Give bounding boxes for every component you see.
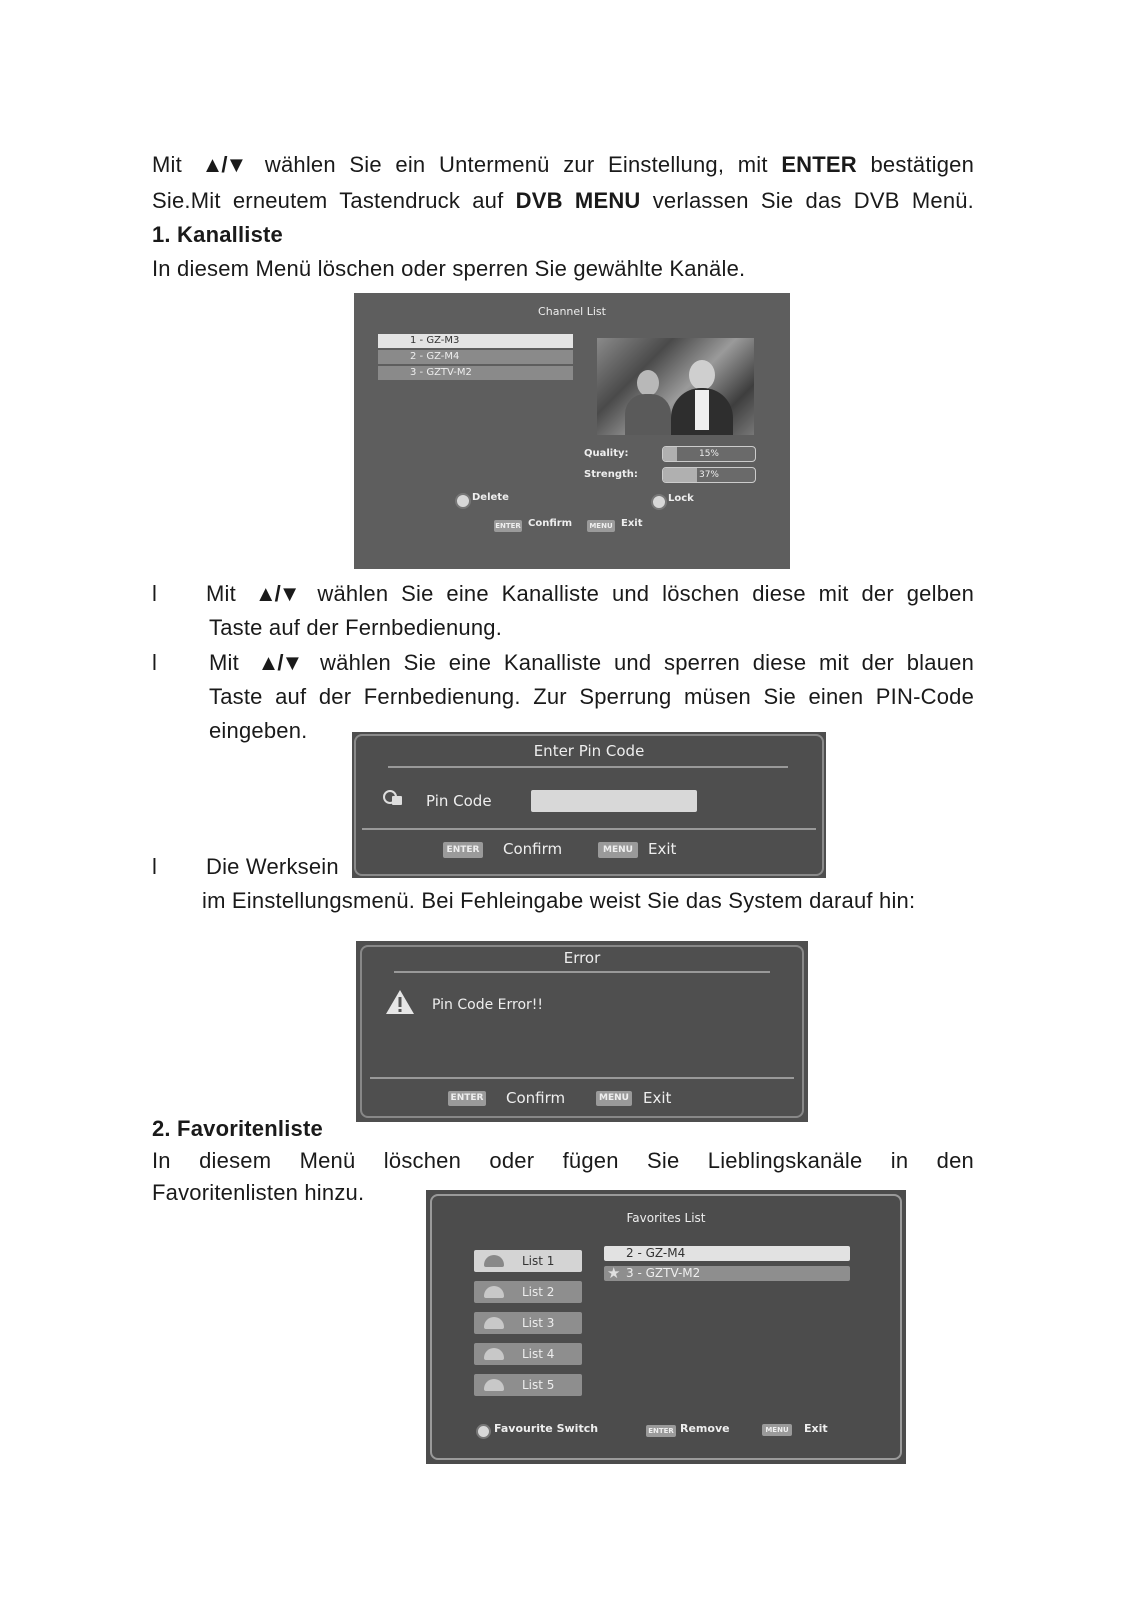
exit-label: Exit (643, 1089, 672, 1107)
channel-list-title: Channel List (538, 305, 606, 318)
star-icon: ★ (607, 1264, 621, 1282)
channel-item[interactable]: 3 - GZTV-M2 (378, 366, 573, 380)
bullet-1-line-2: Taste auf der Fernbedienung. (209, 615, 503, 640)
list-label: List 5 (522, 1378, 555, 1392)
bullet-3-line-1: Die Werksein (206, 854, 339, 879)
strength-bar (662, 467, 756, 483)
favorites-list-item[interactable] (474, 1343, 582, 1365)
folder-icon (484, 1286, 504, 1298)
folder-icon (484, 1379, 504, 1391)
favorites-list-item[interactable] (474, 1374, 582, 1396)
folder-icon (484, 1317, 504, 1329)
section-2-line-1: In diesem Menü löschen oder fügen Sie Lieblingskanäle in den (152, 1148, 974, 1173)
lock-label[interactable]: Lock (668, 493, 694, 504)
bullet-text: Mit (206, 581, 236, 606)
warning-icon (384, 988, 416, 1016)
dvb-menu-keyword: DVB MENU (515, 188, 641, 213)
menu-key-icon: MENU (598, 842, 638, 858)
favorite-channel[interactable] (604, 1266, 850, 1281)
intro-line-1 (152, 148, 974, 182)
bullet-2-line-1 (209, 646, 974, 680)
enter-key-icon: ENTER (448, 1091, 486, 1106)
pin-code-label: Pin Code (426, 792, 492, 810)
exit-label: Exit (648, 840, 677, 858)
favorites-title: Favorites List (626, 1211, 706, 1225)
divider (388, 766, 788, 768)
error-message: Pin Code Error!! (432, 997, 543, 1013)
favorites-list-item-selected[interactable] (474, 1250, 582, 1272)
list-label: List 3 (522, 1316, 555, 1330)
intro-text: Sie.Mit erneutem Tastendruck auf (152, 188, 504, 213)
channel-label: 2 - GZ-M4 (626, 1246, 686, 1260)
intro-line-2 (152, 184, 974, 218)
section-1-heading: 1. Kanalliste (152, 222, 283, 247)
up-down-arrows-icon: ▲/▼ (254, 581, 299, 606)
favorites-list-screenshot (426, 1190, 906, 1464)
intro-text: Mit (152, 152, 182, 177)
bullet-3-line-2: im Einstellungsmenü. Bei Fehleingabe weist Sie das System darauf hin: (202, 888, 916, 913)
quality-value: 15% (698, 449, 719, 459)
enter-key-icon: ENTER (443, 842, 483, 858)
bullet-marker: l (152, 650, 157, 675)
enter-keyword: ENTER (781, 152, 857, 177)
pin-dialog-title: Enter Pin Code (533, 742, 645, 760)
channel-label: 3 - GZTV-M2 (626, 1266, 701, 1280)
bullet-text: wählen Sie eine Kanalliste und löschen diese mit der gelben (317, 581, 975, 606)
list-label: List 4 (522, 1347, 555, 1361)
bullet-marker: l (152, 581, 157, 606)
bullet-1-line-1 (206, 577, 974, 611)
section-2-line-2: Favoritenlisten hinzu. (152, 1180, 365, 1205)
exit-label: Exit (804, 1422, 828, 1435)
divider (362, 828, 816, 830)
channel-item-selected[interactable]: 1 - GZ-M3 (378, 334, 573, 348)
menu-key-icon: MENU (762, 1424, 792, 1436)
section-2-heading: 2. Favoritenliste (152, 1116, 323, 1141)
yellow-button-icon (455, 493, 471, 509)
intro-text: wählen Sie ein Untermenü zur Einstellung, mit (264, 152, 768, 177)
video-preview (597, 338, 754, 435)
bullet-marker: l (152, 854, 157, 879)
error-dialog-title: Error (563, 949, 601, 967)
enter-key-icon: ENTER (495, 522, 521, 530)
strength-label: Strength: (584, 469, 638, 480)
divider (370, 1077, 794, 1079)
exit-label: Exit (621, 518, 643, 529)
list-label: List 1 (522, 1254, 555, 1268)
enter-key-icon: ENTER (646, 1425, 676, 1437)
list-label: List 2 (522, 1285, 555, 1299)
up-down-arrows-icon: ▲/▼ (201, 152, 246, 177)
up-down-arrows-icon: ▲/▼ (257, 650, 302, 675)
favorite-channel-selected[interactable] (604, 1246, 850, 1261)
bullet-text: wählen Sie eine Kanalliste und sperren diese mit der blauen (320, 650, 975, 675)
bullet-2-line-2: Taste auf der Fernbedienung. Zur Sperrung müsen Sie einen PIN-Code (209, 684, 974, 709)
bullet-text: Mit (209, 650, 239, 675)
confirm-label: Confirm (503, 840, 563, 858)
remove-label[interactable]: Remove (680, 1422, 730, 1435)
lock-icon (382, 788, 404, 806)
delete-label[interactable]: Delete (472, 492, 509, 503)
confirm-label: Confirm (528, 518, 573, 529)
channel-item[interactable]: 2 - GZ-M4 (378, 350, 573, 364)
quality-bar (662, 446, 756, 462)
channel-list-screenshot (354, 293, 790, 569)
favourite-switch-label[interactable]: Favourite Switch (494, 1422, 599, 1435)
pin-code-screenshot (352, 732, 826, 878)
menu-key-icon: MENU (587, 520, 615, 532)
favorites-list-item[interactable] (474, 1312, 582, 1334)
bullet-2-line-3: eingeben. (209, 718, 308, 743)
quality-label: Quality: (584, 448, 629, 459)
favourite-switch-button-icon (476, 1424, 491, 1439)
folder-icon (484, 1255, 504, 1267)
error-screenshot (356, 941, 808, 1122)
confirm-label: Confirm (506, 1089, 566, 1107)
intro-text: bestätigen (870, 152, 975, 177)
menu-key-icon: MENU (596, 1091, 632, 1106)
pin-code-input[interactable] (531, 790, 697, 812)
favorites-list-item[interactable] (474, 1281, 582, 1303)
blue-button-icon (651, 494, 667, 510)
intro-text: verlassen Sie das DVB Menü. (652, 188, 974, 213)
strength-value: 37% (698, 470, 719, 480)
divider (394, 971, 770, 973)
section-1-text: In diesem Menü löschen oder sperren Sie gewählte Kanäle. (152, 256, 746, 281)
folder-icon (484, 1348, 504, 1360)
